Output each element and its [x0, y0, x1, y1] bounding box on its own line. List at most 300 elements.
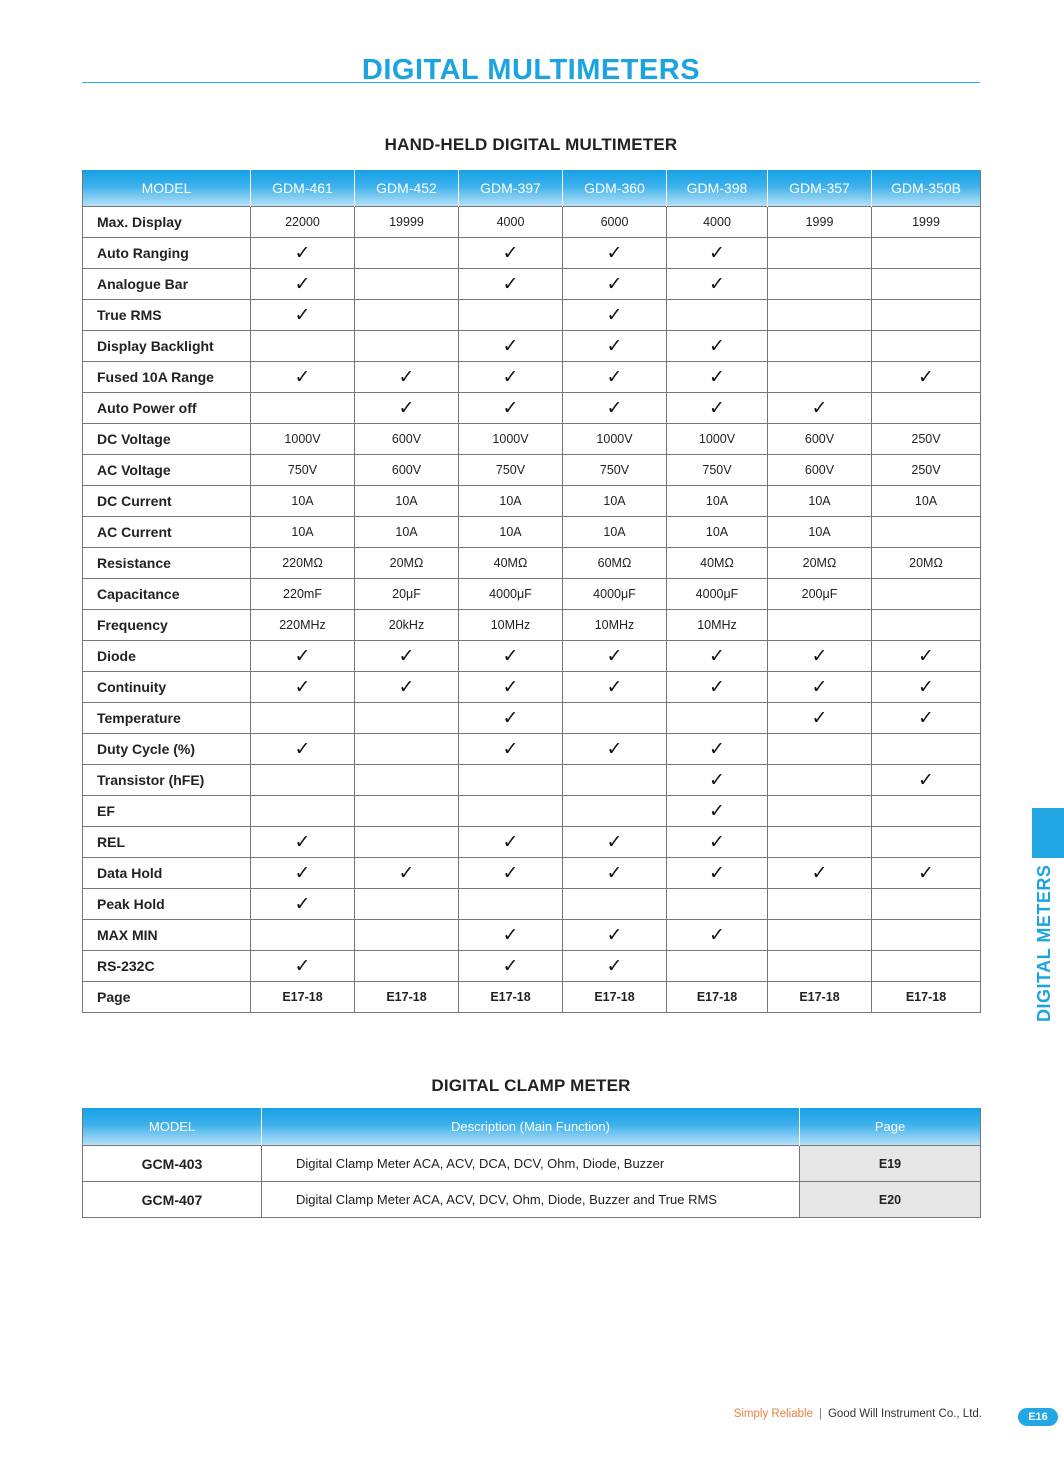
check-icon: ✓: [294, 955, 311, 977]
spec-cell: 220MHz: [251, 610, 355, 641]
spec-cell: [563, 641, 667, 672]
check-icon: ✓: [502, 645, 519, 667]
spec-cell: 250V: [872, 455, 981, 486]
check-icon: ✓: [811, 862, 828, 884]
spec-cell: 19999: [355, 207, 459, 238]
spec-cell: [459, 300, 563, 331]
table-row: [83, 734, 981, 765]
spec-cell: [872, 610, 981, 641]
spec-cell: 20MΩ: [872, 548, 981, 579]
check-icon: ✓: [398, 676, 415, 698]
spec-cell: [667, 238, 768, 269]
spec-cell: [768, 362, 872, 393]
spec-cell: [355, 703, 459, 734]
table-row: [83, 517, 981, 548]
spec-cell: [667, 765, 768, 796]
spec-cell: [872, 362, 981, 393]
spec-cell: [768, 672, 872, 703]
feature-label: Max. Display: [83, 207, 251, 238]
check-icon: ✓: [606, 273, 623, 295]
feature-label: DC Voltage: [83, 424, 251, 455]
spec-cell: [355, 672, 459, 703]
spec-cell: [251, 331, 355, 362]
table-row: [83, 703, 981, 734]
spec-cell: [768, 269, 872, 300]
model-column-header: MODEL: [83, 170, 251, 207]
spec-cell: [355, 238, 459, 269]
spec-cell: 10A: [251, 486, 355, 517]
spec-cell: [872, 951, 981, 982]
check-icon: ✓: [502, 738, 519, 760]
check-icon: ✓: [606, 397, 623, 419]
spec-cell: [872, 238, 981, 269]
spec-cell: 20MΩ: [355, 548, 459, 579]
spec-cell: [768, 331, 872, 362]
spec-cell: 10A: [768, 517, 872, 548]
model-column-header: GDM-452: [355, 170, 459, 207]
spec-cell: 250V: [872, 424, 981, 455]
spec-cell: 10A: [355, 486, 459, 517]
check-icon: ✓: [918, 769, 934, 791]
page-title: DIGITAL MULTIMETERS: [361, 54, 701, 86]
spec-cell: [768, 300, 872, 331]
spec-cell: 10A: [563, 517, 667, 548]
check-icon: ✓: [606, 335, 623, 357]
spec-cell: [872, 579, 981, 610]
model-column-header: GDM-398: [667, 170, 768, 207]
check-icon: ✓: [294, 893, 311, 915]
spec-cell: [251, 672, 355, 703]
spec-cell: [768, 641, 872, 672]
spec-cell: [563, 331, 667, 362]
check-icon: ✓: [709, 862, 725, 884]
spec-cell: [768, 703, 872, 734]
spec-cell: 10A: [667, 517, 768, 548]
check-icon: ✓: [709, 676, 725, 698]
check-icon: ✓: [398, 366, 415, 388]
footer: [700, 1408, 982, 1420]
spec-cell: [251, 238, 355, 269]
feature-label: Fused 10A Range: [83, 362, 251, 393]
check-icon: ✓: [606, 645, 623, 667]
spec-cell: [563, 858, 667, 889]
spec-cell: [251, 734, 355, 765]
feature-label: Duty Cycle (%): [83, 734, 251, 765]
spec-cell: 4000μF: [563, 579, 667, 610]
page-cell: E19: [800, 1146, 981, 1182]
table-row: [83, 610, 981, 641]
spec-cell: [667, 269, 768, 300]
check-icon: ✓: [606, 862, 623, 884]
check-icon: ✓: [294, 645, 311, 667]
table-row: [83, 982, 981, 1013]
check-icon: ✓: [502, 397, 519, 419]
table-row: [83, 393, 981, 424]
spec-cell: [563, 920, 667, 951]
spec-cell: [667, 858, 768, 889]
spec-cell: [667, 796, 768, 827]
model-cell: GCM-403: [83, 1146, 262, 1182]
spec-cell: [667, 920, 768, 951]
spec-cell: [355, 641, 459, 672]
model-column-header: GDM-360: [563, 170, 667, 207]
spec-cell: 10MHz: [563, 610, 667, 641]
description-column-header: Description (Main Function): [262, 1108, 800, 1146]
side-tab-label: DIGITAL METERS: [1034, 864, 1054, 1022]
spec-cell: [251, 641, 355, 672]
spec-cell: 40MΩ: [667, 548, 768, 579]
check-icon: ✓: [398, 397, 415, 419]
spec-cell: [459, 331, 563, 362]
spec-cell: [355, 796, 459, 827]
table-row: [83, 331, 981, 362]
check-icon: ✓: [294, 242, 311, 264]
feature-label: EF: [83, 796, 251, 827]
spec-cell: [563, 672, 667, 703]
footer-company: Good Will Instrument Co., Ltd.: [827, 1408, 982, 1420]
spec-cell: 750V: [251, 455, 355, 486]
spec-cell: [563, 889, 667, 920]
check-icon: ✓: [918, 707, 934, 729]
spec-cell: 10A: [667, 486, 768, 517]
table-row: [83, 300, 981, 331]
check-icon: ✓: [606, 676, 623, 698]
spec-cell: 10A: [563, 486, 667, 517]
spec-cell: [872, 920, 981, 951]
check-icon: ✓: [811, 645, 828, 667]
spec-cell: [251, 827, 355, 858]
spec-cell: E17-18: [355, 982, 459, 1013]
spec-cell: 750V: [667, 455, 768, 486]
spec-cell: 10A: [355, 517, 459, 548]
spec-cell: [355, 331, 459, 362]
spec-cell: [667, 703, 768, 734]
check-icon: ✓: [709, 397, 725, 419]
model-column-header: MODEL: [83, 1108, 262, 1146]
spec-cell: [251, 858, 355, 889]
check-icon: ✓: [606, 831, 623, 853]
feature-label: Peak Hold: [83, 889, 251, 920]
spec-cell: [563, 269, 667, 300]
spec-cell: [355, 269, 459, 300]
check-icon: ✓: [294, 862, 311, 884]
dmm-comparison-table: [82, 170, 981, 1013]
spec-cell: 10A: [251, 517, 355, 548]
check-icon: ✓: [709, 335, 725, 357]
check-icon: ✓: [918, 676, 934, 698]
description-cell: Digital Clamp Meter ACA, ACV, DCA, DCV, Ohm, Diode, Buzzer: [262, 1146, 800, 1182]
feature-label: Data Hold: [83, 858, 251, 889]
spec-cell: [459, 269, 563, 300]
spec-cell: [563, 796, 667, 827]
check-icon: ✓: [502, 955, 519, 977]
check-icon: ✓: [502, 273, 519, 295]
check-icon: ✓: [606, 738, 623, 760]
spec-cell: 6000: [563, 207, 667, 238]
spec-cell: [872, 269, 981, 300]
check-icon: ✓: [918, 366, 934, 388]
spec-cell: [459, 765, 563, 796]
spec-cell: 10A: [459, 486, 563, 517]
spec-cell: [768, 238, 872, 269]
check-icon: ✓: [709, 273, 725, 295]
spec-cell: [768, 951, 872, 982]
spec-cell: [459, 362, 563, 393]
check-icon: ✓: [398, 862, 415, 884]
spec-cell: [355, 765, 459, 796]
check-icon: ✓: [502, 831, 519, 853]
spec-cell: 10MHz: [459, 610, 563, 641]
spec-cell: [459, 672, 563, 703]
spec-cell: [667, 672, 768, 703]
spec-cell: E17-18: [872, 982, 981, 1013]
table-row: [83, 486, 981, 517]
spec-cell: 10MHz: [667, 610, 768, 641]
spec-cell: [251, 300, 355, 331]
spec-cell: [459, 858, 563, 889]
feature-label: Frequency: [83, 610, 251, 641]
table-row: [83, 889, 981, 920]
spec-cell: [872, 641, 981, 672]
page-column-header: Page: [800, 1108, 981, 1146]
spec-cell: [872, 889, 981, 920]
check-icon: ✓: [606, 242, 623, 264]
spec-cell: [768, 889, 872, 920]
side-tab-marker: [1032, 808, 1064, 858]
spec-cell: [355, 300, 459, 331]
spec-cell: [667, 734, 768, 765]
spec-cell: E17-18: [768, 982, 872, 1013]
spec-cell: [872, 796, 981, 827]
spec-cell: [355, 920, 459, 951]
table-row: [83, 641, 981, 672]
dmm-section-title: HAND-HELD DIGITAL MULTIMETER: [384, 135, 678, 154]
check-icon: ✓: [918, 645, 934, 667]
table-row: [83, 796, 981, 827]
table-row: [83, 1182, 981, 1218]
spec-cell: [355, 889, 459, 920]
spec-cell: [355, 362, 459, 393]
table-row: [83, 951, 981, 982]
spec-cell: [872, 765, 981, 796]
table-row: [83, 207, 981, 238]
spec-cell: [667, 827, 768, 858]
spec-cell: [459, 827, 563, 858]
check-icon: ✓: [294, 304, 311, 326]
spec-cell: 1000V: [667, 424, 768, 455]
table-row: [83, 362, 981, 393]
spec-cell: [667, 362, 768, 393]
spec-cell: [872, 827, 981, 858]
spec-cell: [768, 920, 872, 951]
spec-cell: [355, 951, 459, 982]
spec-cell: [768, 610, 872, 641]
check-icon: ✓: [294, 273, 311, 295]
table-header-row: [83, 170, 981, 207]
spec-cell: [563, 703, 667, 734]
spec-cell: 750V: [459, 455, 563, 486]
feature-label: Page: [83, 982, 251, 1013]
spec-cell: [768, 858, 872, 889]
check-icon: ✓: [918, 862, 934, 884]
table-row: [83, 424, 981, 455]
spec-cell: 4000: [459, 207, 563, 238]
check-icon: ✓: [606, 924, 623, 946]
spec-cell: [872, 703, 981, 734]
spec-cell: [768, 765, 872, 796]
spec-cell: [768, 734, 872, 765]
check-icon: ✓: [294, 831, 311, 853]
spec-cell: [459, 641, 563, 672]
check-icon: ✓: [502, 676, 519, 698]
description-cell: Digital Clamp Meter ACA, ACV, DCV, Ohm, Diode, Buzzer and True RMS: [262, 1182, 800, 1218]
feature-label: AC Voltage: [83, 455, 251, 486]
spec-cell: [872, 858, 981, 889]
check-icon: ✓: [811, 397, 828, 419]
model-column-header: GDM-461: [251, 170, 355, 207]
spec-cell: [768, 796, 872, 827]
table-row: [83, 920, 981, 951]
spec-cell: [355, 734, 459, 765]
spec-cell: [872, 734, 981, 765]
spec-cell: [768, 827, 872, 858]
spec-cell: [563, 765, 667, 796]
spec-cell: 750V: [563, 455, 667, 486]
spec-cell: [355, 827, 459, 858]
spec-cell: 220mF: [251, 579, 355, 610]
spec-cell: 600V: [355, 424, 459, 455]
spec-cell: 200μF: [768, 579, 872, 610]
footer-separator: |: [818, 1408, 822, 1420]
spec-cell: [872, 672, 981, 703]
check-icon: ✓: [502, 335, 519, 357]
spec-cell: 600V: [355, 455, 459, 486]
feature-label: Display Backlight: [83, 331, 251, 362]
spec-cell: E17-18: [459, 982, 563, 1013]
feature-label: Auto Ranging: [83, 238, 251, 269]
spec-cell: [459, 796, 563, 827]
spec-cell: [459, 703, 563, 734]
spec-cell: [459, 393, 563, 424]
feature-label: Temperature: [83, 703, 251, 734]
check-icon: ✓: [606, 955, 623, 977]
table-row: [83, 672, 981, 703]
check-icon: ✓: [811, 676, 828, 698]
check-icon: ✓: [709, 242, 725, 264]
spec-cell: [563, 362, 667, 393]
check-icon: ✓: [709, 924, 725, 946]
check-icon: ✓: [606, 304, 623, 326]
spec-cell: [563, 827, 667, 858]
clamp-section-title: DIGITAL CLAMP METER: [431, 1076, 631, 1095]
spec-cell: [563, 951, 667, 982]
check-icon: ✓: [502, 242, 519, 264]
spec-cell: [768, 393, 872, 424]
check-icon: ✓: [294, 366, 311, 388]
table-row: [83, 579, 981, 610]
spec-cell: [667, 889, 768, 920]
spec-cell: 10A: [872, 486, 981, 517]
spec-cell: 1999: [768, 207, 872, 238]
feature-label: Continuity: [83, 672, 251, 703]
spec-cell: [251, 920, 355, 951]
check-icon: ✓: [709, 800, 725, 822]
feature-label: REL: [83, 827, 251, 858]
spec-cell: 10A: [768, 486, 872, 517]
spec-cell: 1999: [872, 207, 981, 238]
spec-cell: [251, 796, 355, 827]
feature-label: True RMS: [83, 300, 251, 331]
spec-cell: 10A: [459, 517, 563, 548]
clamp-meter-table: [82, 1108, 981, 1218]
spec-cell: [251, 951, 355, 982]
page-number-badge: E16: [1018, 1408, 1058, 1426]
footer-tagline: Simply Reliable: [733, 1408, 813, 1420]
feature-label: Diode: [83, 641, 251, 672]
feature-label: Resistance: [83, 548, 251, 579]
check-icon: ✓: [811, 707, 828, 729]
spec-cell: [667, 300, 768, 331]
spec-cell: [563, 393, 667, 424]
table-row: [83, 765, 981, 796]
table-row: [83, 238, 981, 269]
check-icon: ✓: [709, 738, 725, 760]
spec-cell: 1000V: [251, 424, 355, 455]
spec-cell: 1000V: [459, 424, 563, 455]
spec-cell: [667, 393, 768, 424]
spec-cell: 600V: [768, 424, 872, 455]
spec-cell: [251, 362, 355, 393]
spec-cell: [251, 889, 355, 920]
check-icon: ✓: [502, 924, 519, 946]
spec-cell: 1000V: [563, 424, 667, 455]
spec-cell: [667, 641, 768, 672]
spec-cell: [563, 238, 667, 269]
spec-cell: [872, 393, 981, 424]
spec-cell: [459, 734, 563, 765]
feature-label: RS-232C: [83, 951, 251, 982]
table-row: [83, 858, 981, 889]
spec-cell: 20MΩ: [768, 548, 872, 579]
spec-cell: [563, 734, 667, 765]
spec-cell: 4000: [667, 207, 768, 238]
spec-cell: [251, 269, 355, 300]
spec-cell: [667, 331, 768, 362]
table-row: [83, 269, 981, 300]
spec-cell: [459, 238, 563, 269]
check-icon: ✓: [709, 366, 725, 388]
spec-cell: 4000μF: [459, 579, 563, 610]
model-column-header: GDM-357: [768, 170, 872, 207]
feature-label: MAX MIN: [83, 920, 251, 951]
spec-cell: 20kHz: [355, 610, 459, 641]
page-title-bar: [82, 52, 980, 86]
model-cell: GCM-407: [83, 1182, 262, 1218]
spec-cell: E17-18: [563, 982, 667, 1013]
spec-cell: 40MΩ: [459, 548, 563, 579]
page-cell: E20: [800, 1182, 981, 1218]
spec-cell: 60MΩ: [563, 548, 667, 579]
spec-cell: [459, 951, 563, 982]
feature-label: Capacitance: [83, 579, 251, 610]
spec-cell: [667, 951, 768, 982]
check-icon: ✓: [606, 366, 623, 388]
feature-label: DC Current: [83, 486, 251, 517]
spec-cell: [872, 517, 981, 548]
spec-cell: 20μF: [355, 579, 459, 610]
check-icon: ✓: [709, 769, 725, 791]
spec-cell: [355, 393, 459, 424]
